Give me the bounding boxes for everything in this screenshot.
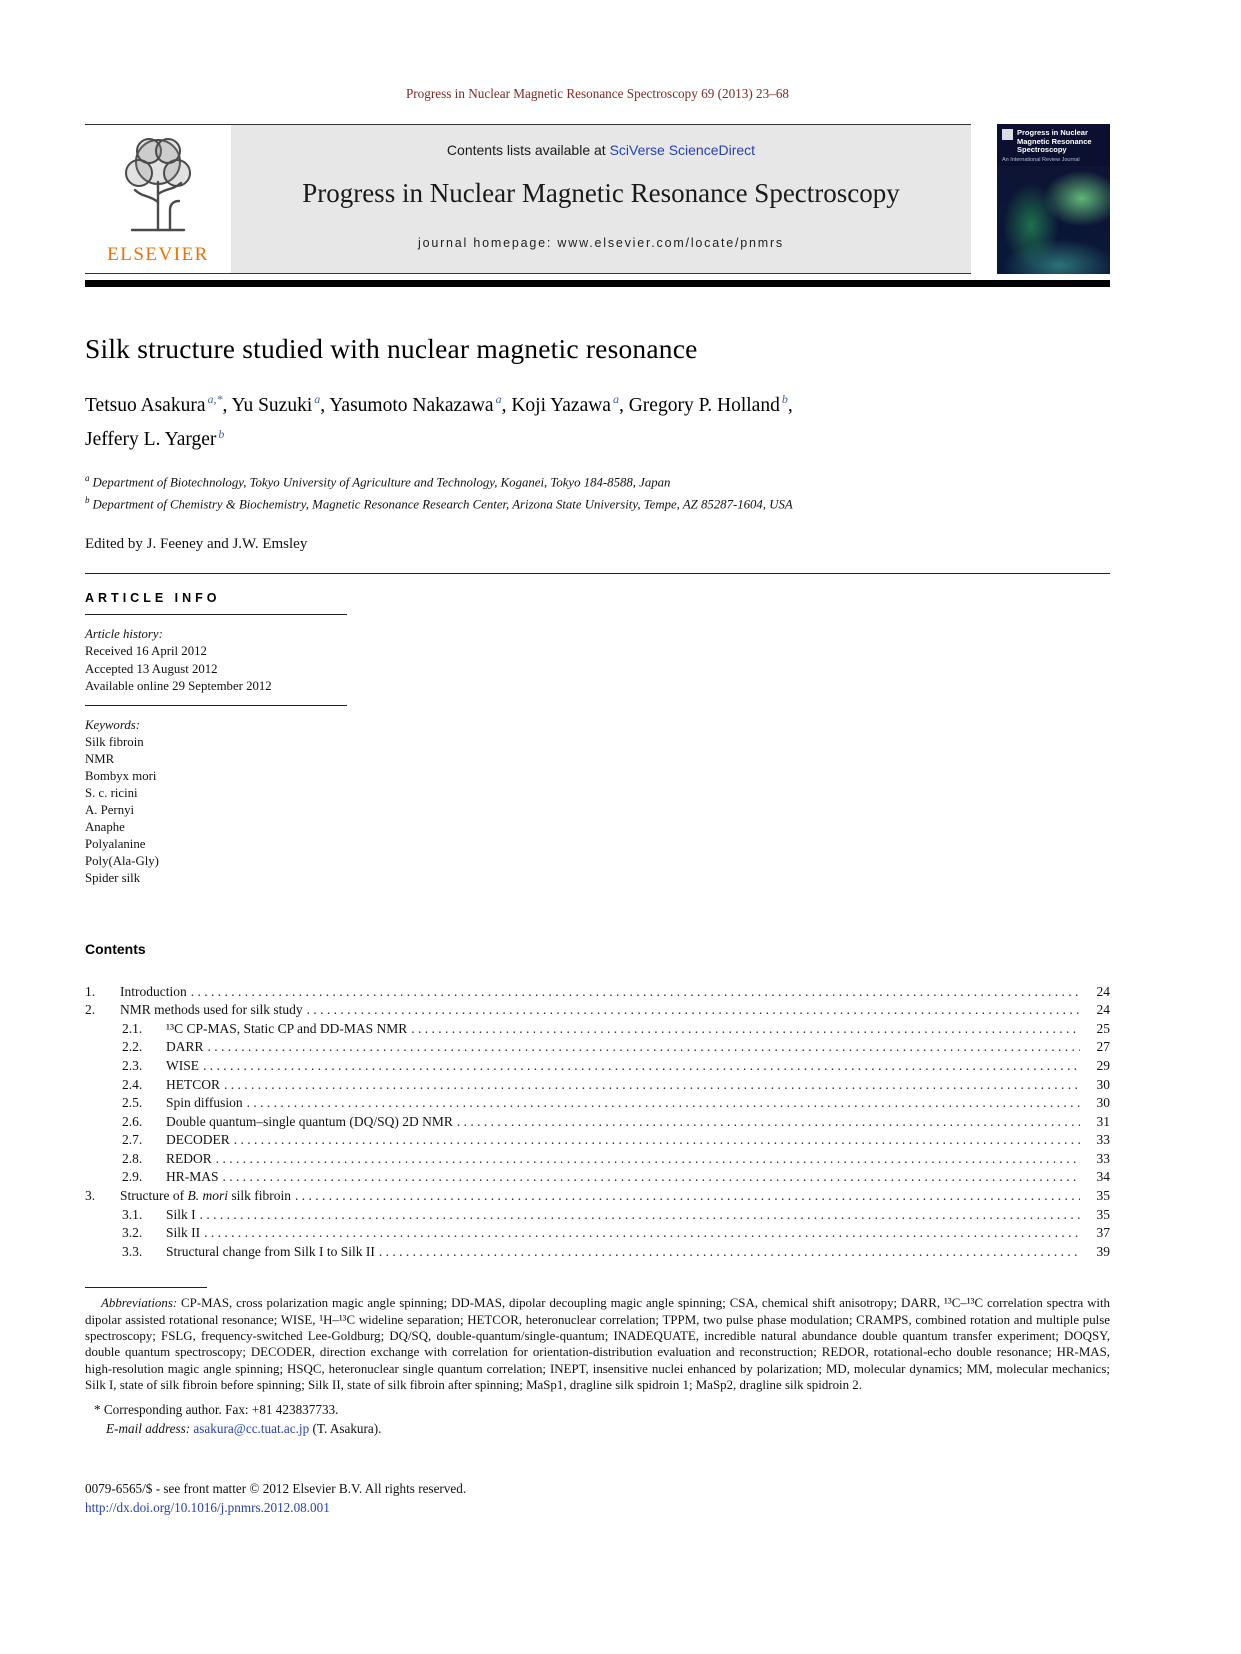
toc-page-number: 30 bbox=[1096, 1095, 1110, 1111]
toc-row bbox=[85, 1243, 1110, 1262]
article-title: Silk structure studied with nuclear magnetic resonance bbox=[85, 333, 698, 364]
author-affiliation-marker: a,* bbox=[207, 392, 223, 406]
toc-number: 2.5. bbox=[122, 1095, 143, 1111]
keyword: Bombyx mori bbox=[85, 768, 157, 783]
copyright-line: 0079-6565/$ - see front matter © 2012 Elsevier B.V. All rights reserved. bbox=[85, 1481, 467, 1497]
email-line bbox=[85, 1421, 1110, 1437]
author-name: Yasumoto Nakazawa bbox=[329, 394, 494, 416]
toc-page-number: 25 bbox=[1096, 1020, 1110, 1036]
author bbox=[85, 392, 232, 416]
elsevier-logo bbox=[85, 125, 231, 273]
toc-number: 2.2. bbox=[122, 1039, 143, 1055]
toc-row bbox=[85, 1001, 1110, 1020]
affiliation-text: Department of Biotechnology, Tokyo University of Agriculture and Technology, Koganei, Tokyo 184-8588, Japan bbox=[92, 475, 671, 490]
divider bbox=[85, 614, 347, 615]
affiliation-marker: a bbox=[85, 473, 90, 483]
elsevier-tree-icon bbox=[112, 130, 204, 236]
toc-label: NMR methods used for silk study bbox=[120, 1002, 303, 1018]
toc-number: 2.3. bbox=[122, 1057, 143, 1073]
toc-label: HETCOR bbox=[166, 1076, 220, 1092]
journal-homepage-link[interactable]: www.elsevier.com/locate/pnmrs bbox=[557, 236, 784, 250]
keyword: NMR bbox=[85, 751, 115, 766]
author-affiliation-marker: a bbox=[612, 392, 619, 406]
keyword: Anaphe bbox=[85, 819, 125, 834]
keyword: A. Pernyi bbox=[85, 802, 135, 817]
toc-label: Silk I bbox=[166, 1206, 196, 1222]
author bbox=[511, 392, 629, 416]
author-name: Jeffery L. Yarger bbox=[85, 429, 217, 450]
toc-number: 3.3. bbox=[122, 1243, 143, 1259]
toc-page-number: 30 bbox=[1096, 1076, 1110, 1092]
author bbox=[85, 426, 225, 450]
author-separator: , bbox=[501, 394, 512, 416]
toc-label: REDOR bbox=[166, 1150, 212, 1166]
toc-leader-dots bbox=[295, 1187, 1080, 1206]
toc-label: ¹³C CP-MAS, Static CP and DD-MAS NMR bbox=[166, 1020, 408, 1036]
journal-homepage-line bbox=[231, 236, 971, 250]
divider bbox=[85, 573, 1110, 574]
email-label: E-mail address: bbox=[106, 1421, 194, 1437]
toc-leader-dots bbox=[204, 1224, 1080, 1243]
toc-label: HR-MAS bbox=[166, 1169, 219, 1185]
journal-banner bbox=[231, 125, 971, 273]
corresponding-text: Corresponding author. Fax: +81 423837733. bbox=[100, 1402, 339, 1418]
toc-number: 2.8. bbox=[122, 1150, 143, 1166]
elsevier-wordmark: ELSEVIER bbox=[107, 244, 209, 265]
journal-banner-block bbox=[85, 124, 971, 274]
journal-cover-thumbnail bbox=[997, 124, 1110, 274]
toc-number: 3. bbox=[85, 1188, 96, 1204]
toc-page-number: 35 bbox=[1096, 1188, 1110, 1204]
email-link[interactable]: asakura@cc.tuat.ac.jp bbox=[193, 1421, 310, 1437]
toc-label: Double quantum–single quantum (DQ/SQ) 2D NMR bbox=[166, 1113, 453, 1129]
toc-leader-dots bbox=[247, 1094, 1080, 1113]
keywords-label: Keywords: bbox=[85, 717, 140, 732]
toc-leader-dots bbox=[203, 1057, 1080, 1076]
toc-number: 2. bbox=[85, 1002, 96, 1018]
toc-leader-dots bbox=[216, 1150, 1080, 1169]
contents-lists-line bbox=[231, 142, 971, 158]
page-footer bbox=[85, 1479, 1110, 1517]
abbreviations-footnote bbox=[85, 1295, 1110, 1393]
cover-subtitle: An International Review Journal bbox=[1002, 156, 1080, 163]
toc-number: 1. bbox=[85, 983, 96, 999]
corresponding-author-note bbox=[85, 1402, 1110, 1418]
toc-number: 2.1. bbox=[122, 1020, 143, 1036]
toc-leader-dots bbox=[200, 1206, 1080, 1225]
divider bbox=[85, 705, 347, 706]
toc-number: 3.1. bbox=[122, 1206, 143, 1222]
email-suffix: (T. Asakura). bbox=[309, 1421, 382, 1437]
toc-leader-dots bbox=[379, 1243, 1080, 1262]
toc-page-number: 37 bbox=[1096, 1225, 1110, 1241]
toc-number: 2.9. bbox=[122, 1169, 143, 1185]
toc-row bbox=[85, 1224, 1110, 1243]
history-accepted: Accepted 13 August 2012 bbox=[85, 661, 218, 676]
toc-leader-dots bbox=[223, 1168, 1080, 1187]
author-name: Yu Suzuki bbox=[231, 394, 313, 416]
keyword: Silk fibroin bbox=[85, 734, 144, 749]
author-separator: , bbox=[320, 394, 330, 416]
author-affiliation-marker: b bbox=[218, 426, 225, 441]
toc-number: 2.7. bbox=[122, 1132, 143, 1148]
keywords-block bbox=[85, 717, 1110, 887]
cover-artwork bbox=[997, 166, 1110, 275]
author-separator: , bbox=[222, 394, 232, 416]
toc-row bbox=[85, 1150, 1110, 1169]
article-history-label: Article history: bbox=[85, 626, 163, 641]
journal-citation: Progress in Nuclear Magnetic Resonance Spectroscopy 69 (2013) 23–68 bbox=[405, 86, 790, 101]
author-separator: , bbox=[787, 394, 793, 416]
toc-page-number: 24 bbox=[1096, 983, 1110, 999]
toc-leader-dots bbox=[234, 1131, 1080, 1150]
cover-header bbox=[997, 124, 1110, 157]
toc-row bbox=[85, 1057, 1110, 1076]
affiliation bbox=[85, 492, 1110, 514]
author-name: Koji Yazawa bbox=[511, 394, 611, 416]
author-affiliation-marker: a bbox=[314, 392, 321, 406]
affiliation-marker: b bbox=[85, 494, 90, 505]
toc-row bbox=[85, 1206, 1110, 1225]
toc-label: Structure of B. mori silk fibroin bbox=[120, 1188, 291, 1204]
toc-page-number: 39 bbox=[1096, 1243, 1110, 1259]
toc-leader-dots bbox=[191, 983, 1080, 1002]
toc-leader-dots bbox=[208, 1038, 1080, 1057]
toc-row bbox=[85, 1020, 1110, 1039]
toc-leader-dots bbox=[224, 1076, 1080, 1095]
toc-label: Structural change from Silk I to Silk II bbox=[166, 1243, 375, 1259]
affiliation bbox=[85, 470, 1110, 492]
author-affiliation-marker: b bbox=[781, 392, 788, 406]
table-of-contents bbox=[85, 983, 1110, 1262]
toc-page-number: 33 bbox=[1096, 1132, 1110, 1148]
cover-logo-square bbox=[1002, 129, 1013, 140]
abbreviations-label: Abbreviations: bbox=[101, 1296, 178, 1311]
toc-row bbox=[85, 1094, 1110, 1113]
author-name: Tetsuo Asakura bbox=[85, 394, 206, 416]
abbreviations-text: CP-MAS, cross polarization magic angle spinning; DD-MAS, dipolar decoupling magic angle spinning; CSA, chemical shift anisotropy; DARR, ¹³C–¹³C correlation spectra with dipolar assisted rotational resonance; WISE, ¹H–¹³C wideline separation; HETCOR, heteronuclear correlation; TPPM, two pulse phase modulation; CRAMPS, combined rotation and multiple pulse spectroscopy; FSLG, frequency-switched Lee-Goldburg; DQ/SQ, double-quantum/single-quantum; INADEQUATE, incredible natural abundance double quantum transfer experiment; DOQSY, double quantum spectroscopy; DECODER, direction exchange with correlation for orientation-distribution evaluation and reconstruction; REDOR, rotational-echo double resonance; HR-MAS, high-resolution magic angle spinning; HSQC, heteronuclear single quantum correlation; INEPT, insensitive nuclei enhanced by polarization; MD, molecular dynamics; MM, molecular mechanics; Silk I, state of silk fibroin before spinning; Silk II, state of silk fibroin after spinning; MaSp1, dragline silk spidroin 1; MaSp2, dragline silk spidroin 2. bbox=[85, 1296, 1110, 1392]
toc-number: 3.2. bbox=[122, 1225, 143, 1241]
toc-leader-dots bbox=[307, 1001, 1080, 1020]
paper-first-page bbox=[85, 0, 1110, 1517]
toc-label: Introduction bbox=[120, 983, 187, 999]
journal-header bbox=[85, 124, 1110, 274]
history-online: Available online 29 September 2012 bbox=[85, 679, 272, 694]
toc-row bbox=[85, 983, 1110, 1002]
affiliation-text: Department of Chemistry & Biochemistry, Magnetic Resonance Research Center, Arizona State University, Tempe, AZ 85287-1604, USA bbox=[92, 497, 793, 512]
toc-leader-dots bbox=[411, 1020, 1080, 1039]
toc-page-number: 34 bbox=[1096, 1169, 1110, 1185]
toc-number: 2.6. bbox=[122, 1113, 143, 1129]
cover-journal-title: Progress in Nuclear Magnetic Resonance Spectroscopy bbox=[1017, 128, 1092, 154]
toc-page-number: 24 bbox=[1096, 1002, 1110, 1018]
toc-row bbox=[85, 1076, 1110, 1095]
author bbox=[231, 392, 330, 416]
toc-row bbox=[85, 1187, 1110, 1206]
toc-page-number: 29 bbox=[1096, 1057, 1110, 1073]
toc-label: Spin diffusion bbox=[166, 1095, 243, 1111]
corresponding-marker: * bbox=[94, 1402, 101, 1418]
toc-label: DECODER bbox=[166, 1132, 230, 1148]
keyword: S. c. ricini bbox=[85, 785, 138, 800]
toc-page-number: 33 bbox=[1096, 1150, 1110, 1166]
article-info-heading: ARTICLE INFO bbox=[85, 590, 221, 605]
toc-label: WISE bbox=[166, 1057, 199, 1073]
header-divider-bar bbox=[85, 280, 1110, 287]
contents-heading: Contents bbox=[85, 940, 146, 957]
toc-label: DARR bbox=[166, 1039, 204, 1055]
toc-label: Silk II bbox=[166, 1225, 201, 1241]
history-received: Received 16 April 2012 bbox=[85, 644, 207, 659]
author bbox=[628, 392, 793, 416]
author-list bbox=[85, 385, 1110, 454]
author bbox=[329, 392, 512, 416]
keyword: Poly(Ala-Gly) bbox=[85, 853, 159, 868]
keyword: Polyalanine bbox=[85, 836, 146, 851]
affiliation-list bbox=[85, 470, 1110, 514]
toc-leader-dots bbox=[457, 1113, 1080, 1132]
contents-lists-text: Contents lists available at bbox=[446, 142, 610, 158]
toc-row bbox=[85, 1131, 1110, 1150]
toc-page-number: 31 bbox=[1096, 1113, 1110, 1129]
toc-row bbox=[85, 1113, 1110, 1132]
toc-row bbox=[85, 1038, 1110, 1057]
keyword: Spider silk bbox=[85, 870, 141, 885]
edited-by-line: Edited by J. Feeney and J.W. Emsley bbox=[85, 535, 308, 552]
sciverse-sciencedirect-link[interactable]: SciVerse ScienceDirect bbox=[609, 142, 756, 158]
toc-page-number: 27 bbox=[1096, 1039, 1110, 1055]
footnote-divider bbox=[85, 1287, 207, 1288]
author-affiliation-marker: a bbox=[495, 392, 502, 406]
author-name: Gregory P. Holland bbox=[628, 394, 780, 416]
toc-row bbox=[85, 1168, 1110, 1187]
journal-title: Progress in Nuclear Magnetic Resonance Spectroscopy bbox=[302, 178, 900, 208]
doi-link[interactable]: http://dx.doi.org/10.1016/j.pnmrs.2012.08.001 bbox=[85, 1500, 330, 1516]
journal-homepage-label: journal homepage: bbox=[418, 236, 558, 250]
author-separator: , bbox=[618, 394, 629, 416]
article-history bbox=[85, 626, 1110, 696]
toc-number: 2.4. bbox=[122, 1076, 143, 1092]
toc-page-number: 35 bbox=[1096, 1206, 1110, 1222]
